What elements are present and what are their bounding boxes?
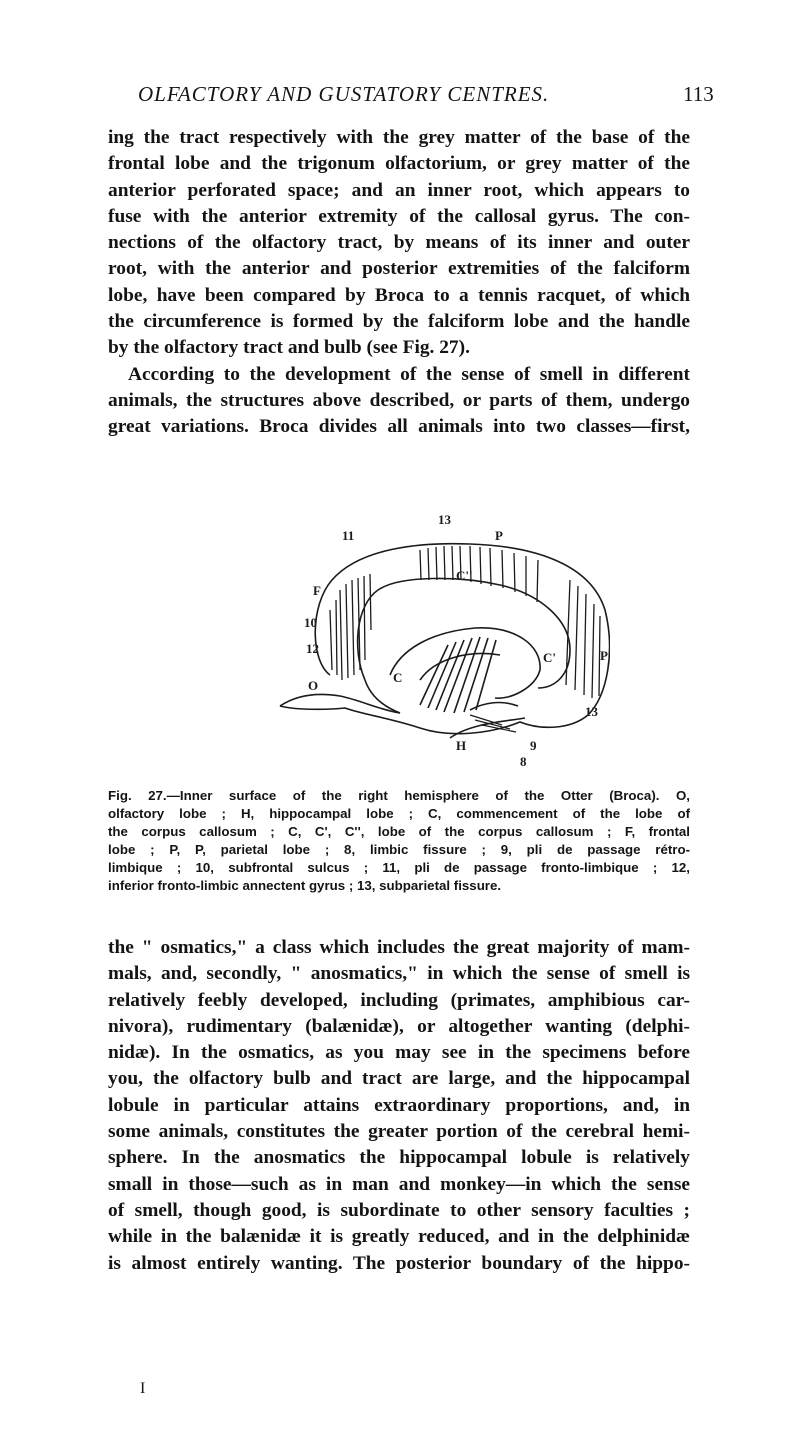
figure-label-13-bottom: 13 (585, 704, 598, 719)
figure-label-11: 11 (342, 528, 355, 543)
page-number: 113 (683, 82, 714, 106)
text-line: nidæ). In the osmatics, as you may see in the specimens before (108, 1042, 690, 1064)
caption-line: Fig. 27.—Inner surface of the right hemisphere of the Otter (Broca). O, (108, 788, 690, 803)
text-line: root, with the anterior and posterior extremities of the falciform (108, 258, 690, 280)
text-line: of smell, though good, is subordinate to other sensory faculties ; (108, 1199, 690, 1221)
figure-label-C-prime: C' (543, 650, 556, 665)
figure-label-H: H (456, 738, 467, 753)
text-line: sphere. In the anosmatics the hippocampal lobule is relatively (108, 1147, 690, 1169)
text-line: frontal lobe and the trigonum olfactorium, or grey matter of the (108, 153, 690, 175)
figure-label-C: C (393, 670, 403, 685)
figure-label-P-right: P (600, 648, 608, 663)
paragraph-2 (108, 935, 690, 1277)
text-line: fuse with the anterior extremity of the callosal gyrus. The con- (108, 205, 690, 227)
caption-line: lobe ; P, P, parietal lobe ; 8, limbic fissure ; 9, pli de passage rétro- (108, 842, 690, 858)
text-line: animals, the structures above described, or parts of them, undergo (108, 389, 690, 411)
caption-line: the corpus callosum ; C, C', C'', lobe of the corpus callosum ; F, frontal (108, 824, 690, 840)
text-line: relatively feebly developed, including (primates, amphibious car- (108, 989, 690, 1011)
text-line: the circumference is formed by the falciform lobe and the handle (108, 311, 690, 333)
signature-mark: I (140, 1380, 146, 1397)
text-line: some animals, constitutes the greater portion of the cerebral hemi- (108, 1121, 690, 1143)
text-line: great variations. Broca divides all animals into two classes—first, (108, 416, 690, 438)
text-line: while in the balænidæ it is greatly reduced, and in the delphinidæ (108, 1226, 690, 1248)
running-head: OLFACTORY AND GUSTATORY CENTRES. (138, 82, 550, 106)
caption-line: olfactory lobe ; H, hippocampal lobe ; C, commencement of the lobe of (108, 806, 690, 822)
text-line: by the olfactory tract and bulb (see Fig. 27). (108, 337, 470, 359)
brain-hemisphere-figure (270, 510, 610, 775)
caption-line: inferior fronto-limbic annectent gyrus ; 13, subparietal fissure. (108, 878, 502, 894)
figure-label-10: 10 (304, 615, 317, 630)
text-line: nivora), rudimentary (balænidæ), or altogether wanting (delphi- (108, 1015, 690, 1037)
text-line: According to the development of the sense of smell in different (128, 363, 690, 385)
figure-label-8: 8 (520, 754, 527, 769)
figure-caption (108, 787, 690, 896)
figure-label-O: O (308, 678, 319, 693)
text-line: nections of the olfactory tract, by means of its inner and outer (108, 232, 690, 254)
figure-label-9: 9 (530, 738, 537, 753)
text-line: is almost entirely wanting. The posterior boundary of the hippo- (108, 1252, 690, 1274)
paragraph-1 (108, 125, 690, 441)
text-line: lobe, have been compared by Broca to a tennis racquet, of which (108, 284, 690, 306)
caption-line: limbique ; 10, subfrontal sulcus ; 11, pli de passage fronto-limbique ; 12, (108, 860, 690, 876)
figure-label-12: 12 (306, 641, 319, 656)
text-line: the " osmatics," a class which includes the great majority of mam- (108, 937, 690, 958)
text-line: ing the tract respectively with the grey matter of the base of the (108, 127, 690, 148)
figure-label-P: P (495, 528, 503, 543)
figure-label-C-double-prime: C'' (456, 568, 473, 583)
figure-label-F: F (313, 583, 321, 598)
text-line: small in those—such as in man and monkey—in which the sense (108, 1173, 690, 1195)
text-line: mals, and, secondly, " anosmatics," in which the sense of smell is (108, 963, 690, 985)
text-line: lobule in particular attains extraordinary proportions, and, in (108, 1094, 690, 1116)
text-line: you, the olfactory bulb and tract are large, and the hippocampal (108, 1068, 690, 1090)
text-line: anterior perforated space; and an inner root, which appears to (108, 179, 690, 201)
figure-label-13-top: 13 (438, 512, 451, 527)
